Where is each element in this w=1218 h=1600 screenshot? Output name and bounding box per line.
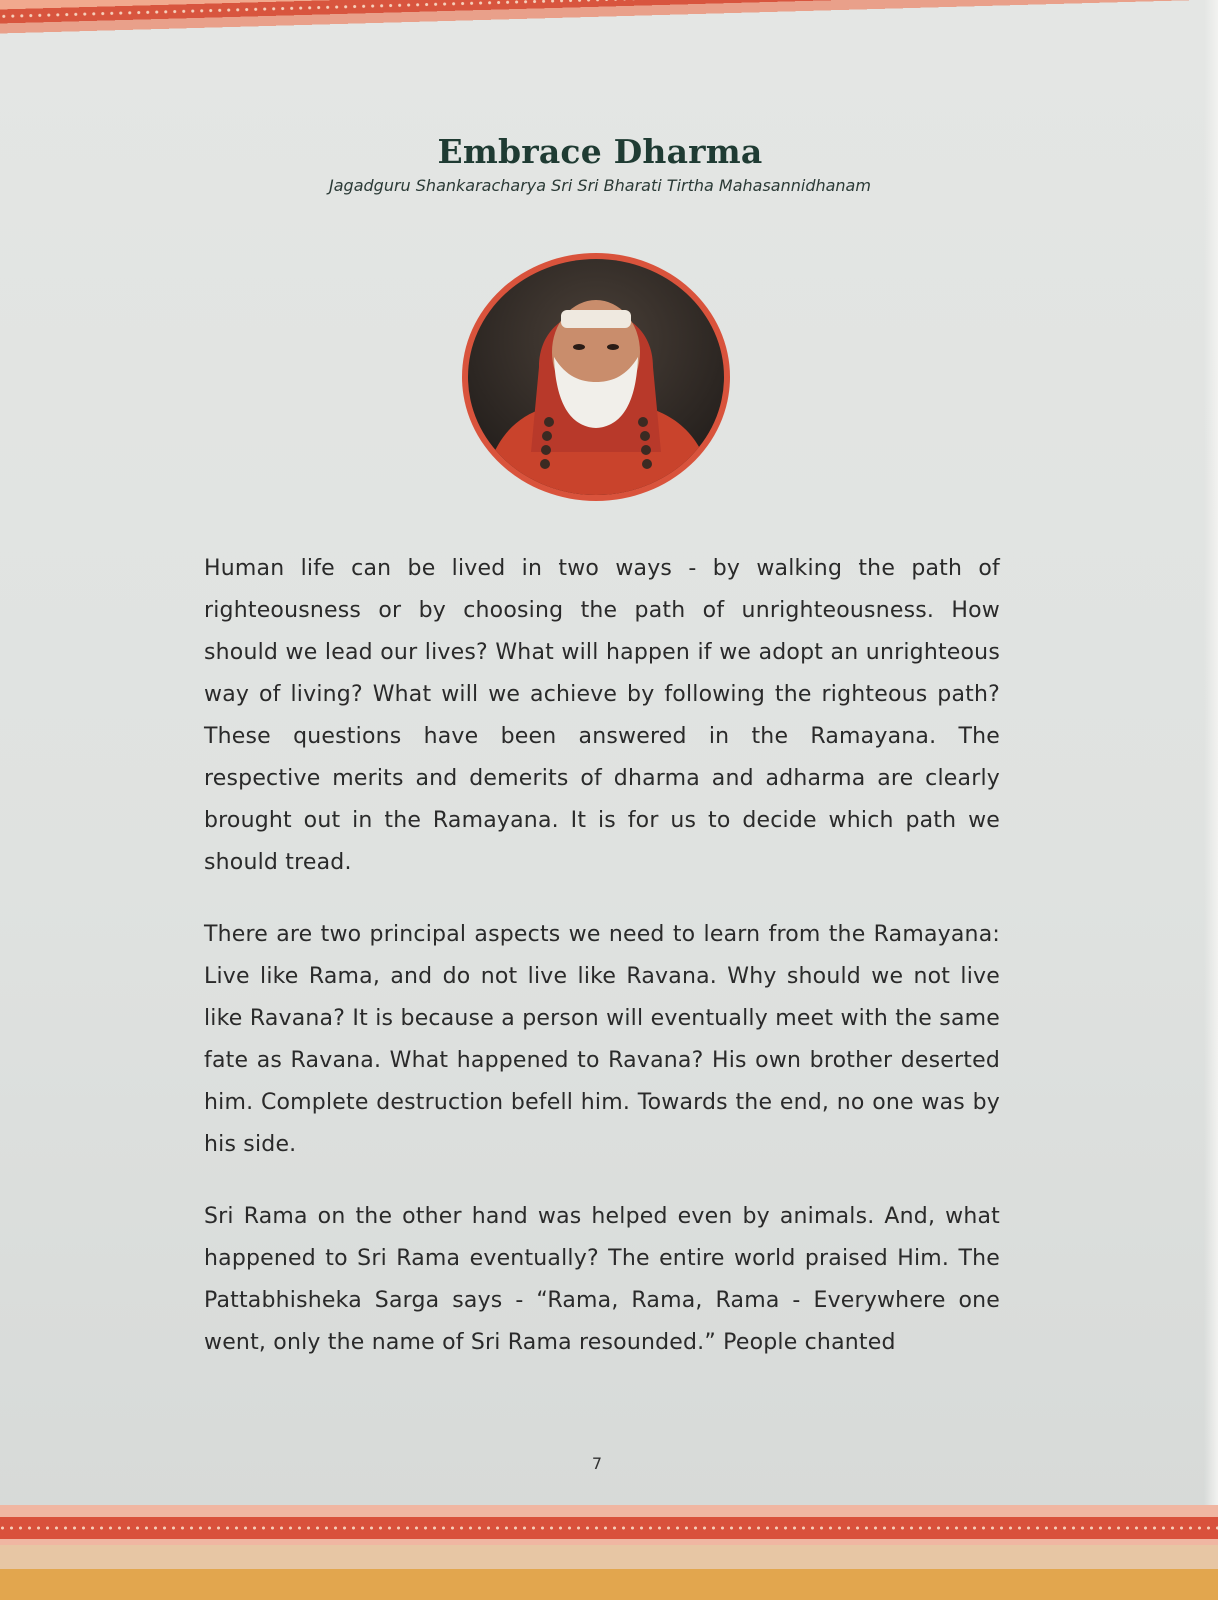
bottom-border-dots	[0, 1525, 1218, 1531]
top-decorative-border	[0, 0, 1218, 65]
page-title: Embrace Dharma	[437, 132, 763, 171]
author-portrait	[461, 252, 731, 502]
bottom-decorative-border	[0, 1505, 1218, 1600]
page-number: 7	[591, 1454, 603, 1473]
eye-right	[607, 344, 619, 350]
page-edge	[1204, 0, 1218, 1600]
article-body	[204, 548, 1000, 1394]
paragraph-2: There are two principal aspects we need to learn from the Ramayana: Live like Rama, and do not live like Ravana. Why should we not live like Ravana? It is because a person will eventually meet with the same fate as Ravana. What happened to Ravana? His own brother deserted him. Complete destruction befell him. Towards the end, no one was by his side.	[204, 922, 1000, 1157]
paragraph-1: Human life can be lived in two ways - by walking the path of righteousness or by choosing the path of unrighteousness. How should we lead our lives? What will happen if we adopt an unrighteous way of living? What will we achieve by following the righteous path? These questions have been answered in the Ramayana. The respective merits and demerits of dharma and adharma are clearly brought out in the Ramayana. It is for us to decide which path we should tread.	[204, 556, 1000, 875]
paragraph-3: Sri Rama on the other hand was helped even by animals. And, what happened to Sri Rama eventually? The entire world praised Him. The Pattabhisheka Sarga says - “Rama, Rama, Rama - Everywhere one went, only the name of Sri Rama resounded.” People chanted	[204, 1204, 1000, 1355]
eye-left	[573, 344, 585, 350]
author-byline: Jagadguru Shankaracharya Sri Sri Bharati Tirtha Mahasannidhanam	[329, 176, 871, 195]
top-border-dots	[0, 0, 1218, 20]
forehead-marks	[561, 310, 631, 328]
